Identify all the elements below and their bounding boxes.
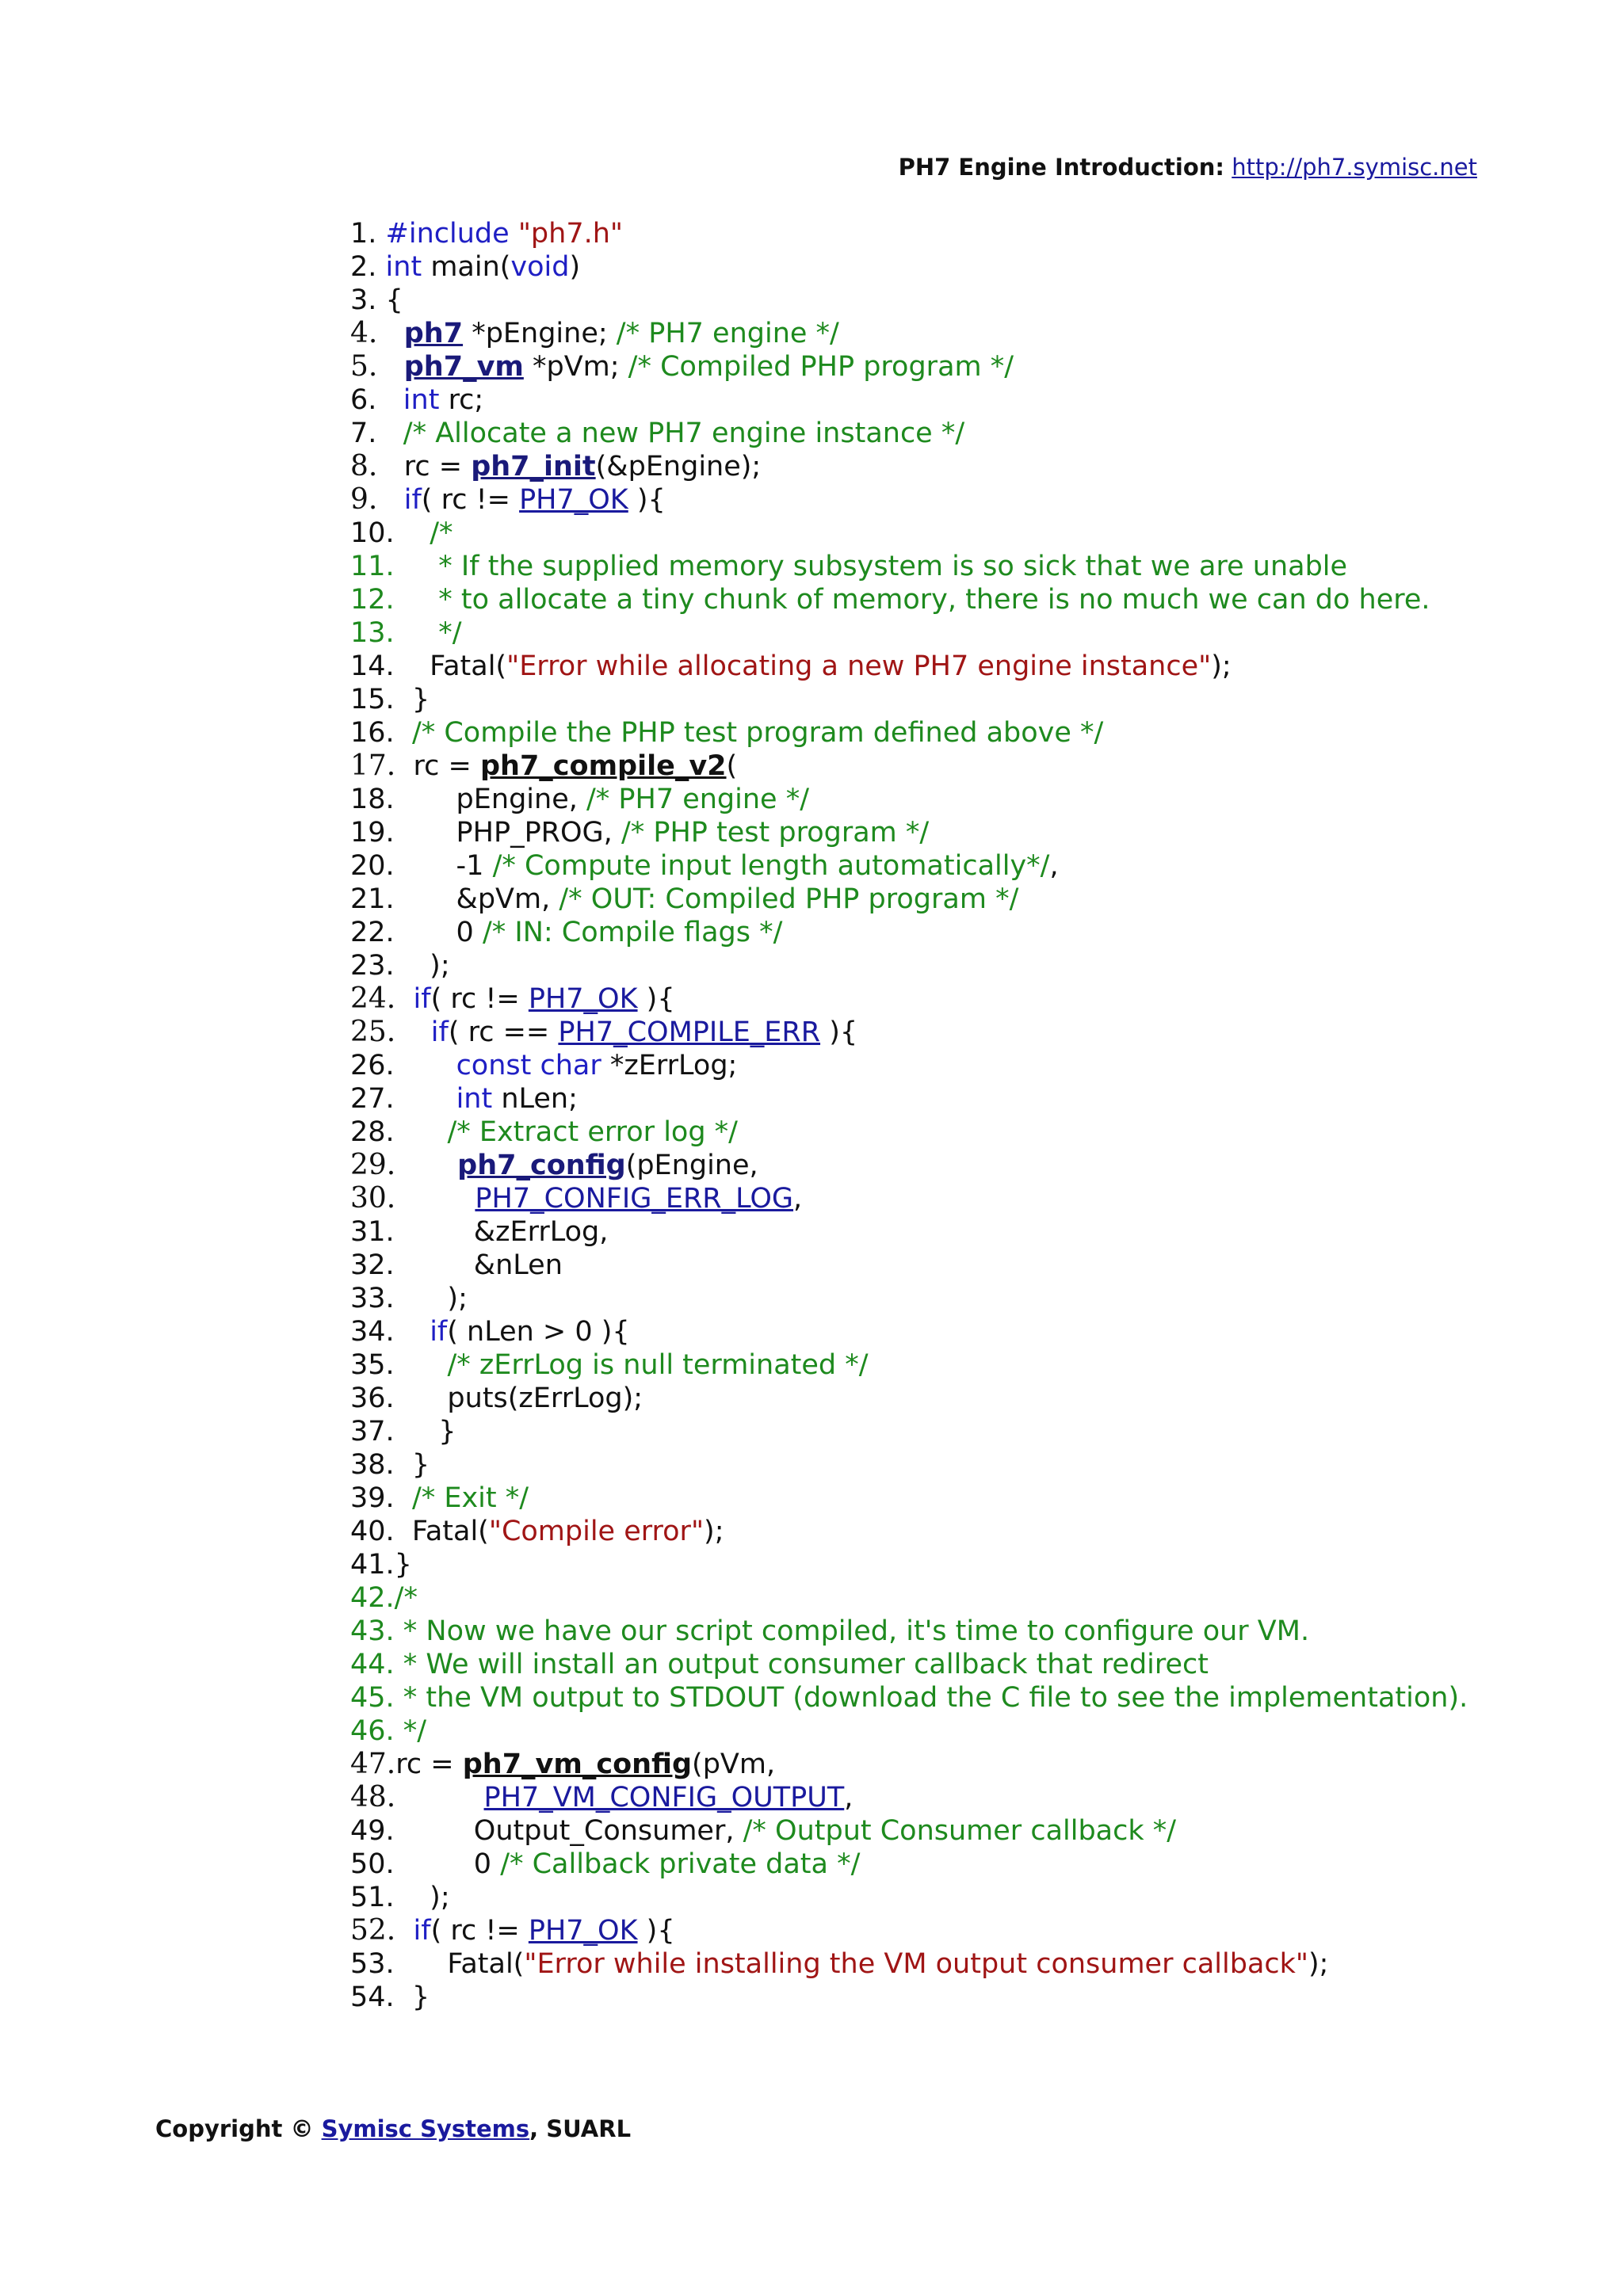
line-number: 44. (350, 1649, 395, 1680)
code-comment: /* Compile the PHP test program defined above */ (411, 717, 1104, 749)
code-comment: * Now we have our script compiled, it's time to configure our VM. (394, 1615, 1310, 1647)
code-line (350, 1615, 1587, 1648)
code-line (350, 1182, 1587, 1215)
code-line (350, 1149, 1587, 1182)
code-line (350, 716, 1587, 749)
code-comment: /* IN: Compile flags */ (482, 917, 783, 948)
code-text: ( nLen > 0 ){ (447, 1316, 630, 1348)
code-line (350, 483, 1587, 517)
code-line (350, 517, 1587, 550)
code-comment: /* Allocate a new PH7 engine instance */ (403, 418, 965, 449)
code-text (395, 1316, 430, 1348)
code-text: , (1049, 850, 1059, 882)
code-comment: /* PHP test program */ (621, 817, 930, 849)
api-function-link[interactable]: ph7_config (457, 1150, 626, 1181)
code-text (376, 418, 403, 449)
code-line (350, 1082, 1587, 1116)
code-line (350, 1482, 1587, 1515)
code-text: pEngine, (394, 784, 586, 815)
code-line (350, 383, 1587, 417)
code-text: Fatal( (394, 1516, 489, 1547)
code-text: *pVm; (523, 351, 628, 383)
code-comment: /* PH7 engine */ (586, 784, 810, 815)
code-line (350, 217, 1587, 250)
code-text: rc = (377, 451, 472, 482)
line-number: 43. (350, 1615, 395, 1647)
code-line (350, 650, 1587, 683)
line-number: 13. (350, 617, 395, 649)
code-comment: * We will install an output consumer callback that redirect (394, 1649, 1209, 1680)
code-comment: /* Extract error log */ (447, 1116, 738, 1148)
code-text: puts(zErrLog); (394, 1383, 643, 1414)
line-number: 30. (350, 1182, 396, 1215)
code-text: *pEngine; (463, 318, 617, 349)
code-comment: * the VM output to STDOUT (download the C file to see the implementation). (394, 1682, 1468, 1714)
code-text (377, 318, 403, 349)
line-number: 50. (350, 1848, 395, 1880)
line-number: 31. (350, 1216, 395, 1248)
code-text: ( rc != (421, 484, 520, 516)
code-text: main( (422, 251, 511, 283)
line-number: 29. (350, 1149, 396, 1181)
code-text (377, 484, 403, 516)
line-number: 24. (350, 982, 396, 1015)
line-number: 7. (350, 418, 377, 449)
code-line (350, 250, 1587, 284)
line-number: 32. (350, 1249, 395, 1281)
keyword: #include (385, 218, 510, 250)
code-line (350, 1215, 1587, 1249)
code-text: ); (704, 1516, 724, 1547)
code-text: &pVm, (394, 883, 559, 915)
header-link[interactable]: http://ph7.symisc.net (1232, 154, 1477, 181)
code-text: } (394, 1416, 456, 1447)
line-number: 52. (350, 1914, 396, 1947)
code-comment: /* Exit */ (411, 1482, 529, 1514)
code-line (350, 916, 1587, 949)
keyword: void (510, 251, 570, 283)
code-line (350, 883, 1587, 916)
code-text (395, 1183, 475, 1215)
code-text (395, 517, 430, 549)
string-literal: "Error while allocating a new PH7 engine instance" (506, 650, 1212, 682)
code-comment: /* Compiled PHP program */ (628, 351, 1014, 383)
code-line (350, 1814, 1587, 1848)
code-line (350, 1415, 1587, 1448)
code-line (350, 1648, 1587, 1681)
code-comment: /* Output Consumer callback */ (743, 1815, 1177, 1847)
code-text: ( rc != (430, 1915, 529, 1947)
api-function-link[interactable]: ph7 (403, 318, 464, 349)
code-comment: /* OUT: Compiled PHP program */ (559, 883, 1019, 915)
code-text (395, 717, 412, 749)
code-line (350, 1548, 1587, 1581)
code-text: ( (726, 750, 738, 782)
code-text: ); (1308, 1948, 1329, 1980)
line-number: 16. (350, 717, 395, 749)
code-text: 0 (394, 1848, 501, 1880)
keyword: if (403, 484, 422, 516)
code-line (350, 1016, 1587, 1049)
line-number: 21. (350, 883, 395, 915)
line-number: 17. (350, 749, 396, 782)
code-line (350, 1981, 1587, 2014)
keyword: if (430, 1316, 448, 1348)
code-text (376, 251, 385, 283)
code-text: ){ (637, 983, 675, 1015)
code-text: , (793, 1183, 803, 1215)
code-text: , (844, 1782, 854, 1814)
code-line (350, 683, 1587, 716)
code-line (350, 1781, 1587, 1814)
code-listing (350, 217, 1587, 2014)
api-function-link[interactable]: ph7_init (471, 451, 596, 482)
line-number: 20. (350, 850, 395, 882)
keyword: const char (456, 1050, 601, 1081)
constant-link[interactable]: PH7_COMPILE_ERR (558, 1016, 821, 1048)
line-number: 26. (350, 1050, 395, 1081)
code-text (377, 351, 403, 383)
line-number: 1. (350, 218, 377, 250)
code-text: PHP_PROG, (394, 817, 621, 849)
code-text: Fatal( (394, 650, 507, 682)
code-text: ); (394, 1882, 450, 1913)
code-text: { (376, 284, 403, 316)
code-text: -1 (394, 850, 493, 882)
code-text (395, 1349, 448, 1381)
code-text: } (394, 684, 430, 715)
code-text (395, 1782, 483, 1814)
line-number: 28. (350, 1116, 395, 1148)
code-line (350, 1348, 1587, 1382)
line-number: 53. (350, 1948, 395, 1980)
code-text: (pVm, (692, 1749, 776, 1780)
line-number: 33. (350, 1283, 395, 1314)
line-number: 34. (350, 1316, 395, 1348)
keyword: int (385, 251, 422, 283)
string-literal: "Compile error" (488, 1516, 705, 1547)
api-function-link[interactable]: ph7_compile_v2 (479, 750, 727, 782)
line-number: 54. (350, 1981, 395, 2013)
code-text: (pEngine, (625, 1150, 758, 1181)
page-header (899, 154, 1477, 181)
code-text (395, 1116, 448, 1148)
code-text (395, 1915, 413, 1947)
line-number: 42. (350, 1582, 395, 1614)
code-line (350, 849, 1587, 883)
code-line (350, 1249, 1587, 1282)
keyword: if (413, 983, 431, 1015)
code-text: rc = (395, 750, 480, 782)
keyword: if (430, 1016, 449, 1048)
code-line (350, 1315, 1587, 1348)
code-line (350, 949, 1587, 982)
line-number: 15. (350, 684, 395, 715)
code-line (350, 1116, 1587, 1149)
code-text: ){ (637, 1915, 675, 1947)
code-comment: /* zErrLog is null terminated */ (447, 1349, 869, 1381)
line-number: 6. (350, 384, 377, 416)
code-text: 0 (394, 917, 483, 948)
code-text (395, 1016, 431, 1048)
code-comment: /* (430, 517, 453, 549)
code-line (350, 417, 1587, 450)
line-number: 9. (350, 483, 378, 516)
code-line (350, 1947, 1587, 1981)
code-line (350, 616, 1587, 650)
line-number: 5. (350, 350, 378, 383)
code-line (350, 550, 1587, 583)
keyword: int (456, 1083, 493, 1115)
code-text: ); (394, 1283, 468, 1314)
code-comment: /* PH7 engine */ (616, 318, 839, 349)
line-number: 36. (350, 1383, 395, 1414)
code-text: ){ (820, 1016, 858, 1048)
constant-link[interactable]: PH7_VM_CONFIG_OUTPUT (483, 1782, 845, 1814)
code-line (350, 1282, 1587, 1315)
string-literal: "Error while installing the VM output consumer callback" (524, 1948, 1309, 1980)
line-number: 39. (350, 1482, 395, 1514)
constant-link[interactable]: PH7_OK (528, 1915, 638, 1947)
code-comment: * If the supplied memory subsystem is so sick that we are unable (394, 551, 1348, 582)
code-text: } (394, 1449, 430, 1481)
code-text: rc = (395, 1749, 463, 1780)
line-number: 18. (350, 784, 395, 815)
line-number: 35. (350, 1349, 395, 1381)
code-text (376, 218, 385, 250)
code-text (395, 1150, 457, 1181)
line-number: 48. (350, 1781, 396, 1814)
code-line (350, 1914, 1587, 1947)
line-number: 14. (350, 650, 395, 682)
line-number: 23. (350, 950, 395, 982)
line-number: 11. (350, 551, 395, 582)
constant-link[interactable]: PH7_OK (528, 983, 638, 1015)
footer-prefix: Copyright © (155, 2115, 322, 2142)
api-function-link[interactable]: ph7_vm (403, 351, 524, 383)
header-title: PH7 Engine Introduction: (898, 154, 1225, 181)
code-line (350, 350, 1587, 383)
code-line (350, 816, 1587, 849)
keyword: if (413, 1915, 431, 1947)
string-literal: "ph7.h" (517, 218, 624, 250)
code-text (395, 1482, 412, 1514)
code-text (395, 983, 413, 1015)
code-text: Fatal( (394, 1948, 525, 1980)
code-line (350, 317, 1587, 350)
line-number: 27. (350, 1083, 395, 1115)
code-line (350, 1581, 1587, 1615)
code-text: ( rc != (430, 983, 529, 1015)
constant-link[interactable]: PH7_CONFIG_ERR_LOG (475, 1183, 794, 1215)
code-comment: */ (394, 617, 462, 649)
line-number: 51. (350, 1882, 395, 1913)
code-line (350, 1049, 1587, 1082)
code-text: ){ (628, 484, 666, 516)
line-number: 4. (350, 317, 378, 349)
line-number: 10. (350, 517, 395, 549)
line-number: 12. (350, 584, 395, 616)
code-comment: /* Compute input length automatically*/ (492, 850, 1050, 882)
line-number: 8. (350, 450, 378, 482)
line-number: 47. (350, 1748, 396, 1780)
code-line (350, 450, 1587, 483)
line-number: 2. (350, 251, 377, 283)
code-text (395, 1083, 456, 1115)
code-text: rc; (439, 384, 484, 416)
line-number: 40. (350, 1516, 395, 1547)
line-number: 41. (350, 1549, 395, 1581)
line-number: 3. (350, 284, 377, 316)
keyword: int (403, 384, 440, 416)
code-text (510, 218, 518, 250)
code-line (350, 749, 1587, 783)
code-line (350, 1515, 1587, 1548)
api-function-link[interactable]: ph7_vm_config (462, 1749, 693, 1780)
code-line (350, 583, 1587, 616)
code-text: &zErrLog, (394, 1216, 609, 1248)
code-comment: /* (394, 1582, 418, 1614)
line-number: 38. (350, 1449, 395, 1481)
line-number: 25. (350, 1016, 396, 1048)
code-text: &nLen (394, 1249, 563, 1281)
code-line (350, 1382, 1587, 1415)
code-comment: * to allocate a tiny chunk of memory, there is no much we can do here. (394, 584, 1430, 616)
code-text: (&pEngine); (595, 451, 762, 482)
page-footer (155, 2115, 631, 2142)
code-text: ( rc == (448, 1016, 559, 1048)
line-number: 49. (350, 1815, 395, 1847)
code-text: ) (569, 251, 581, 283)
footer-link[interactable]: Symisc Systems (321, 2115, 530, 2142)
code-text: ); (1211, 650, 1232, 682)
code-line (350, 1448, 1587, 1482)
constant-link[interactable]: PH7_OK (519, 484, 628, 516)
code-line (350, 1681, 1587, 1714)
code-text: ); (394, 950, 450, 982)
code-line (350, 1748, 1587, 1781)
code-text: } (394, 1549, 412, 1581)
code-line (350, 783, 1587, 816)
code-text (376, 384, 403, 416)
code-line (350, 284, 1587, 317)
line-number: 46. (350, 1715, 395, 1747)
line-number: 22. (350, 917, 395, 948)
footer-suffix: , SUARL (529, 2115, 632, 2142)
code-text: Output_Consumer, (394, 1815, 743, 1847)
code-text: nLen; (492, 1083, 578, 1115)
line-number: 45. (350, 1682, 395, 1714)
code-line (350, 1881, 1587, 1914)
code-comment: /* Callback private data */ (500, 1848, 861, 1880)
line-number: 37. (350, 1416, 395, 1447)
code-text: } (394, 1981, 430, 2013)
code-text: *zErrLog; (601, 1050, 738, 1081)
code-line (350, 982, 1587, 1016)
code-comment: */ (394, 1715, 427, 1747)
code-line (350, 1848, 1587, 1881)
code-line (350, 1714, 1587, 1748)
line-number: 19. (350, 817, 395, 849)
code-text (395, 1050, 456, 1081)
